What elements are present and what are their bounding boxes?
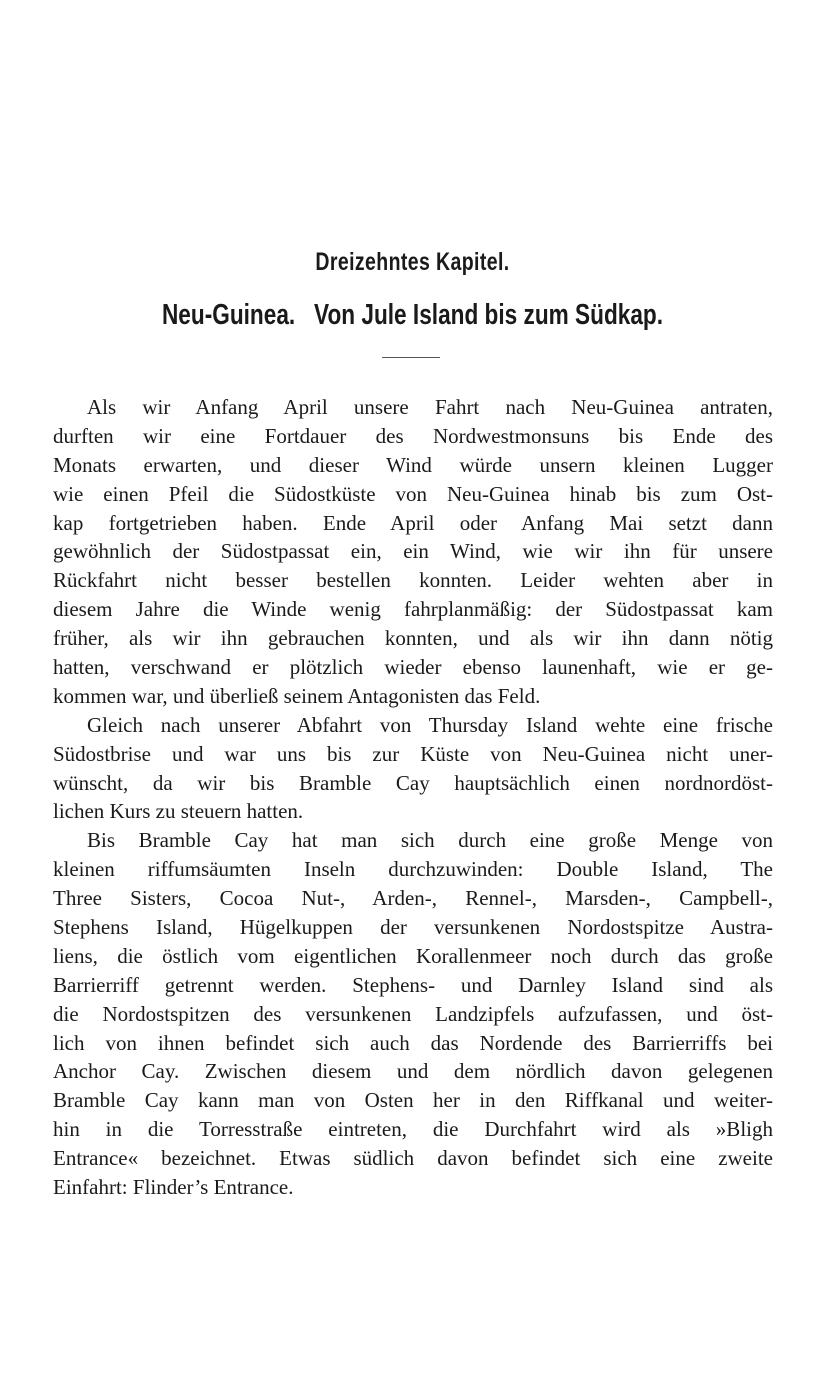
text-line: früher, als wir ihn gebrauchen konnten, und als wir ihn dann nötig — [53, 626, 773, 651]
text-line: Anchor Cay. Zwischen diesem und dem nördlich davon gelegenen — [53, 1059, 773, 1084]
text-line: Einfahrt: Flinder’s Entrance. — [53, 1175, 294, 1200]
text-line: liens, die östlich vom eigentlichen Korallenmeer noch durch das große — [53, 943, 773, 968]
text-line: wie einen Pfeil die Südostküste von Neu-Guinea hinab bis zum Ost- — [53, 481, 773, 506]
text-line: hatten, verschwand er plötzlich wieder ebenso launenhaft, wie er ge- — [53, 655, 773, 680]
title-divider — [382, 357, 440, 358]
text-line: Three Sisters, Cocoa Nut-, Arden-, Rennel-, Marsden-, Campbell-, — [53, 886, 773, 911]
text-line: Rückfahrt nicht besser bestellen konnten. Leider wehten aber in — [53, 568, 773, 593]
text-line: wünscht, da wir bis Bramble Cay hauptsächlich einen nordnordöst- — [53, 770, 773, 795]
text-line: lichen Kurs zu steuern hatten. — [53, 799, 304, 824]
text-line: Südostbrise und war uns bis zur Küste von Neu-Guinea nicht uner- — [53, 741, 773, 766]
text-line: hin in die Torresstraße eintreten, die Durchfahrt wird als »Bligh — [53, 1117, 773, 1142]
text-line: Bis Bramble Cay hat man sich durch eine große Menge von — [87, 828, 773, 853]
text-line: die Nordostspitzen des versunkenen Landzipfels aufzufassen, und öst- — [53, 1001, 773, 1026]
chapter-title: Neu-Guinea. Von Jule Island bis zum Südkap. — [161, 299, 664, 331]
text-line: diesem Jahre die Winde wenig fahrplanmäßig: der Südostpassat kam — [53, 597, 773, 622]
text-line: Stephens Island, Hügelkuppen der versunkenen Nordostspitze Austra- — [53, 915, 773, 940]
text-line: kap fortgetrieben haben. Ende April oder Anfang Mai setzt dann — [53, 510, 773, 535]
text-line: Als wir Anfang April unsere Fahrt nach Neu-Guinea antraten, — [87, 395, 773, 419]
paragraph — [53, 711, 773, 827]
text-line: Monats erwarten, und dieser Wind würde unsern kleinen Lugger — [53, 452, 773, 477]
paragraph — [53, 826, 773, 1202]
text-line: lich von ihnen befindet sich auch das Nordende des Barrierriffs bei — [53, 1030, 773, 1055]
text-line: Bramble Cay kann man von Osten her in den Riffkanal und weiter- — [53, 1088, 773, 1113]
text-line: durften wir eine Fortdauer des Nordwestmonsuns bis Ende des — [53, 423, 773, 448]
text-line: kommen war, und überließ seinem Antagonisten das Feld. — [53, 683, 541, 708]
text-line: kleinen riffumsäumten Inseln durchzuwinden: Double Island, The — [53, 857, 773, 882]
chapter-number-heading: Dreizehntes Kapitel. — [315, 248, 510, 276]
text-line: Barrierriff getrennt werden. Stephens- und Darnley Island sind als — [53, 972, 773, 997]
text-line: Gleich nach unserer Abfahrt von Thursday Island wehte eine frische — [87, 712, 773, 737]
paragraph — [53, 393, 773, 711]
body-text — [53, 393, 773, 1202]
text-line: Entrance« bezeichnet. Etwas südlich davon befindet sich eine zweite — [53, 1146, 773, 1171]
text-line: gewöhnlich der Südostpassat ein, ein Wind, wie wir ihn für unsere — [53, 539, 773, 564]
